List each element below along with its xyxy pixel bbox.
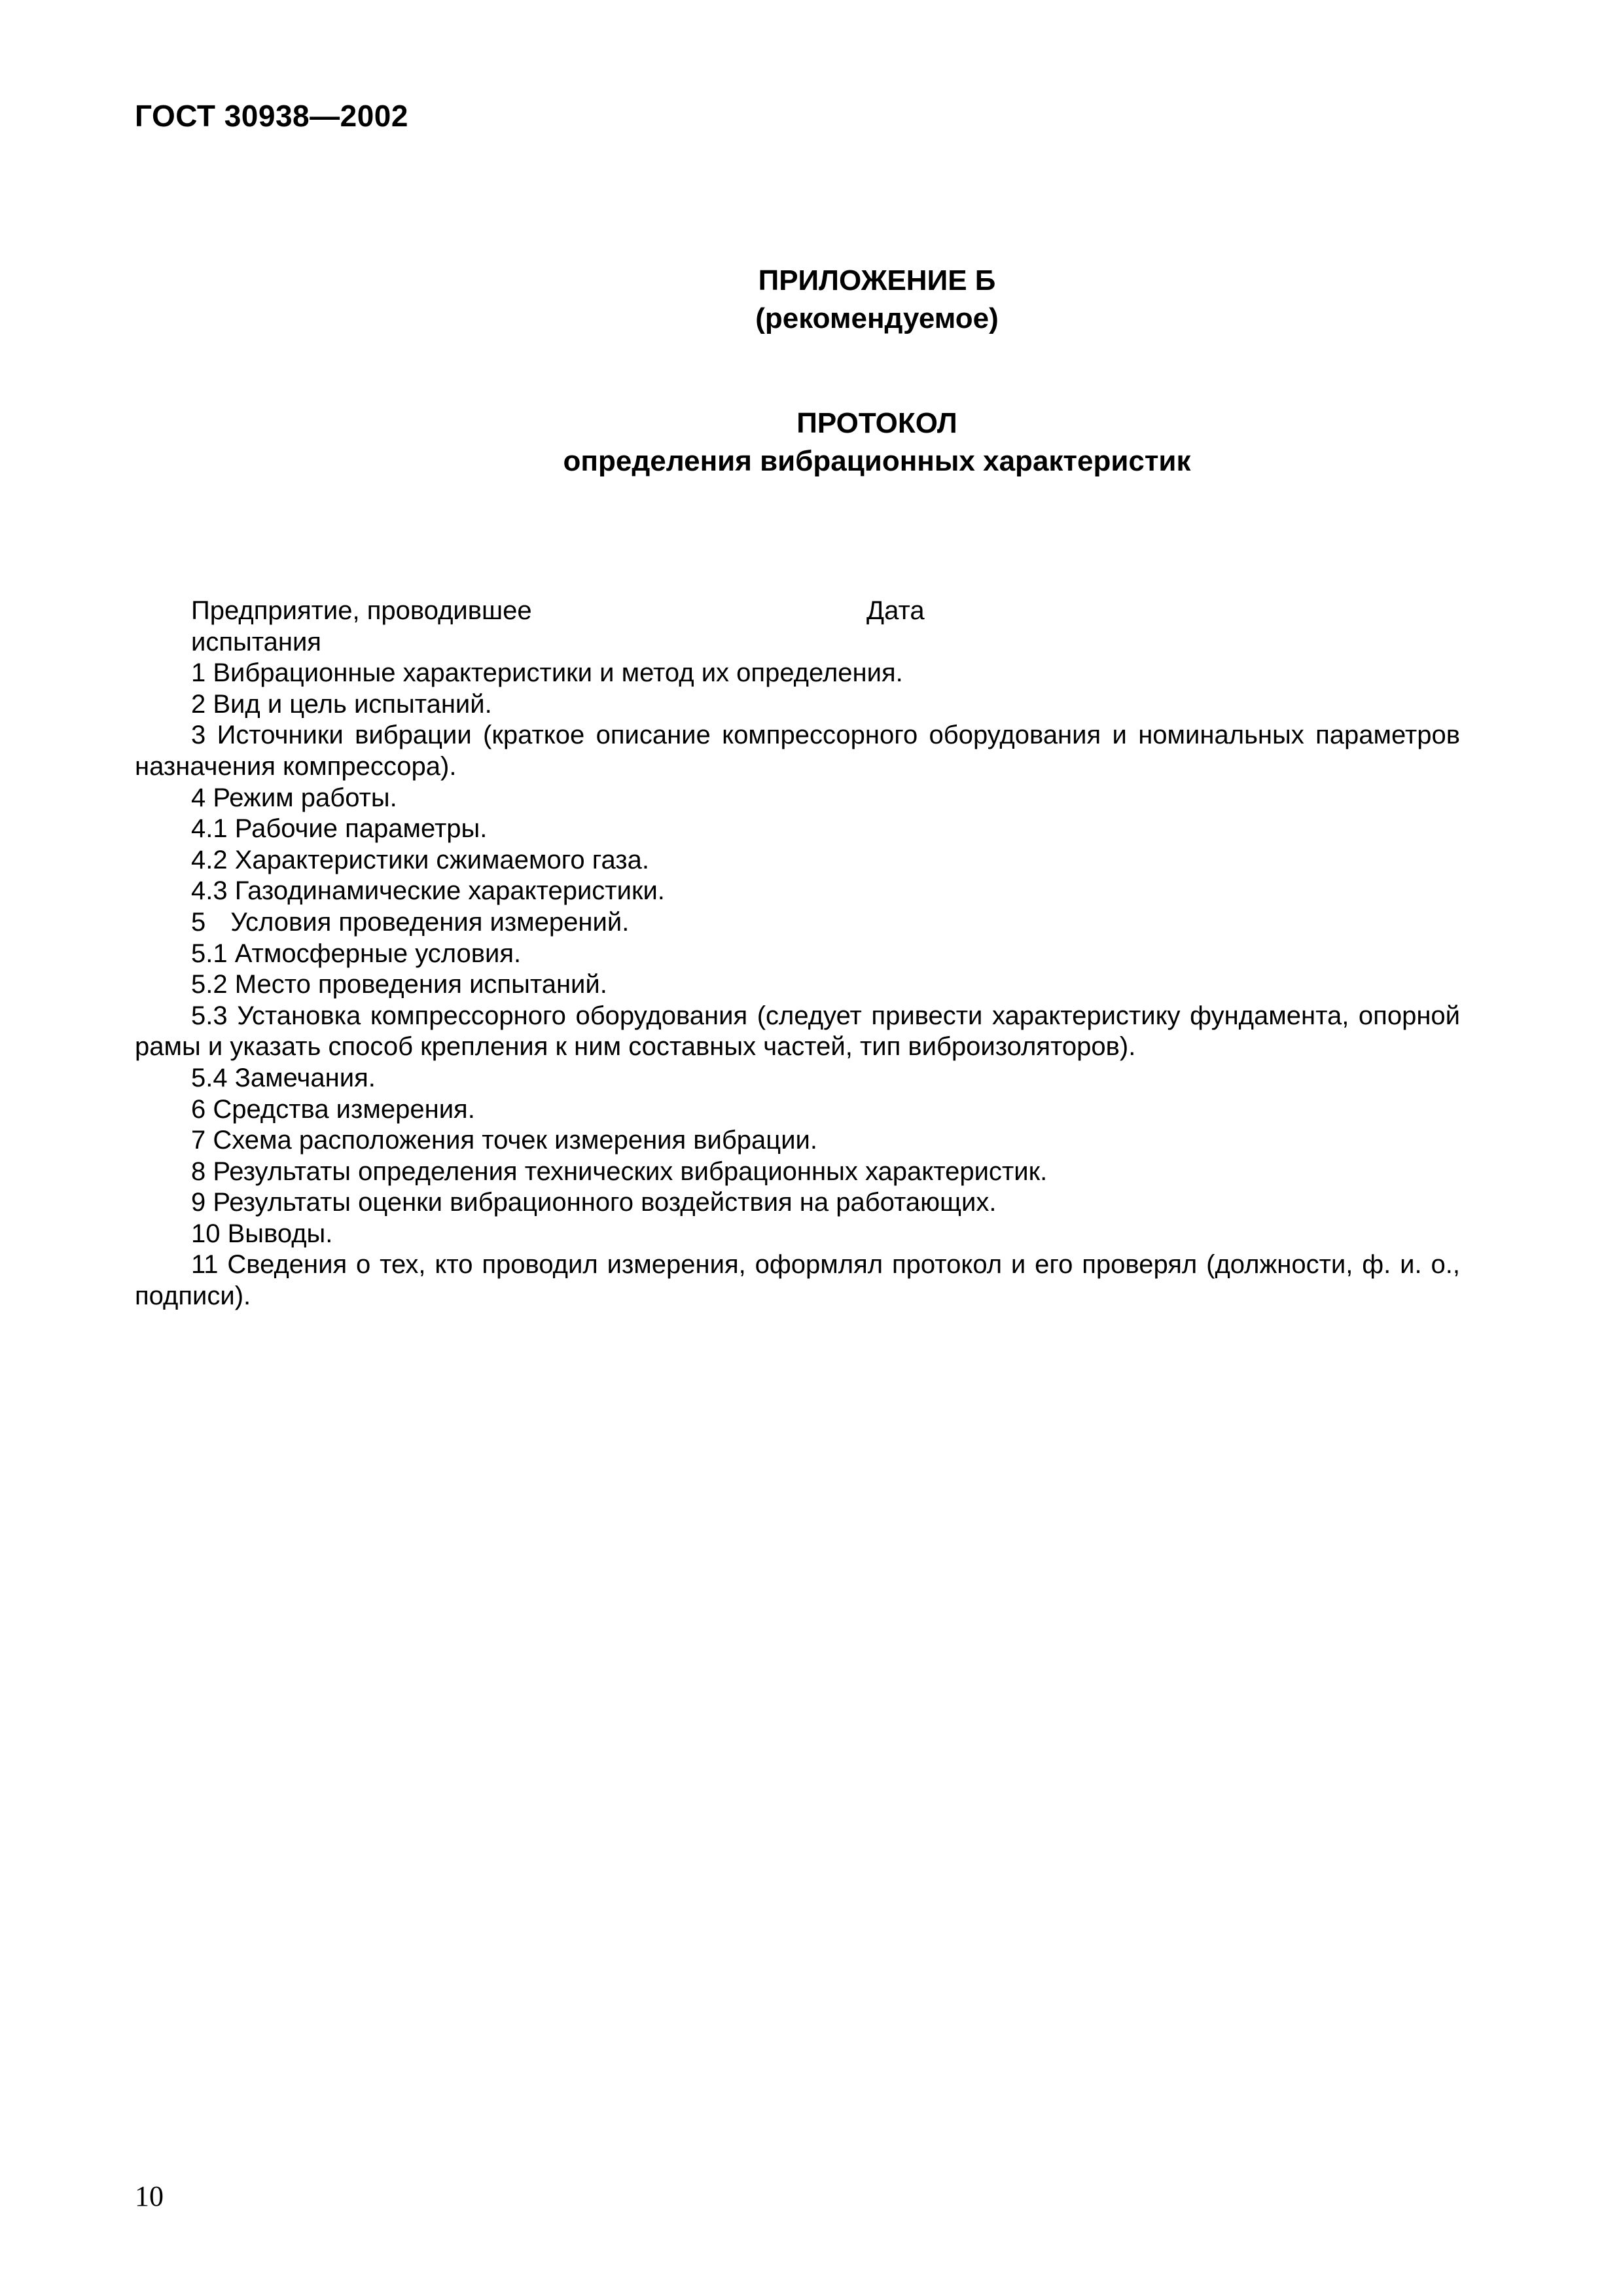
list-item-5-1: 5.1 Атмосферные условия. xyxy=(191,939,522,968)
list-item-4-3: 4.3 Газодинамические характеристики. xyxy=(191,876,665,906)
protocol-contents xyxy=(135,596,1460,1312)
list-item-9: 9 Результаты оценки вибрационного воздействия на работающих. xyxy=(191,1188,997,1217)
date-label: Дата xyxy=(866,596,925,625)
enterprise-date-row xyxy=(135,596,1460,627)
annex-status: (рекомендуемое) xyxy=(755,302,999,334)
annex-title: ПРИЛОЖЕНИЕ Б xyxy=(758,264,996,296)
list-item-4-2: 4.2 Характеристики сжимаемого газа. xyxy=(191,845,649,874)
list-item-6: 6 Средства измерения. xyxy=(191,1094,475,1124)
list-item-5-2: 5.2 Место проведения испытаний. xyxy=(191,970,607,999)
protocol-title: ПРОТОКОЛ xyxy=(796,407,957,439)
list-item-4-1: 4.1 Рабочие параметры. xyxy=(191,814,488,844)
list-item-5-3: 5.3 Установка компрессорного оборудования (следует привести характеристику фундамента, опорной рамы и указать способ крепления к ним составных частей, тип виброизоляторов). xyxy=(135,1001,1460,1062)
list-item-7: 7 Схема расположения точек измерения вибрации. xyxy=(191,1126,817,1155)
list-item-5-number: 5 xyxy=(191,907,206,937)
protocol-subtitle: определения вибрационных характеристик xyxy=(563,445,1191,477)
page-number: 10 xyxy=(135,2180,164,2212)
annex-heading xyxy=(65,262,1623,338)
list-item-2: 2 Вид и цель испытаний. xyxy=(191,689,492,719)
list-item-10: 10 Выводы. xyxy=(191,1219,333,1248)
list-item-8: 8 Результаты определения технических вибрационных характеристик. xyxy=(191,1157,1048,1186)
enterprise-label-cont: испытания xyxy=(191,627,321,656)
list-item-3: 3 Источники вибрации (краткое описание компрессорного оборудования и номинальных параметров назначения компрессора). xyxy=(135,721,1460,781)
list-item-11: 11 Сведения о тех, кто проводил измерения, оформлял протокол и его проверял (должности, ф. и. о., подписи). xyxy=(135,1250,1460,1311)
list-item-5 xyxy=(135,907,1460,939)
protocol-heading xyxy=(65,404,1623,480)
standard-code: ГОСТ 30938—2002 xyxy=(135,99,408,133)
list-item-5-4: 5.4 Замечания. xyxy=(191,1063,376,1092)
list-item-1: 1 Вибрационные характеристики и метод их определения. xyxy=(191,658,903,688)
list-item-4: 4 Режим работы. xyxy=(191,783,397,812)
list-item-5-text: Условия проведения измерений. xyxy=(230,907,630,937)
enterprise-label: Предприятие, проводившее xyxy=(191,596,532,625)
